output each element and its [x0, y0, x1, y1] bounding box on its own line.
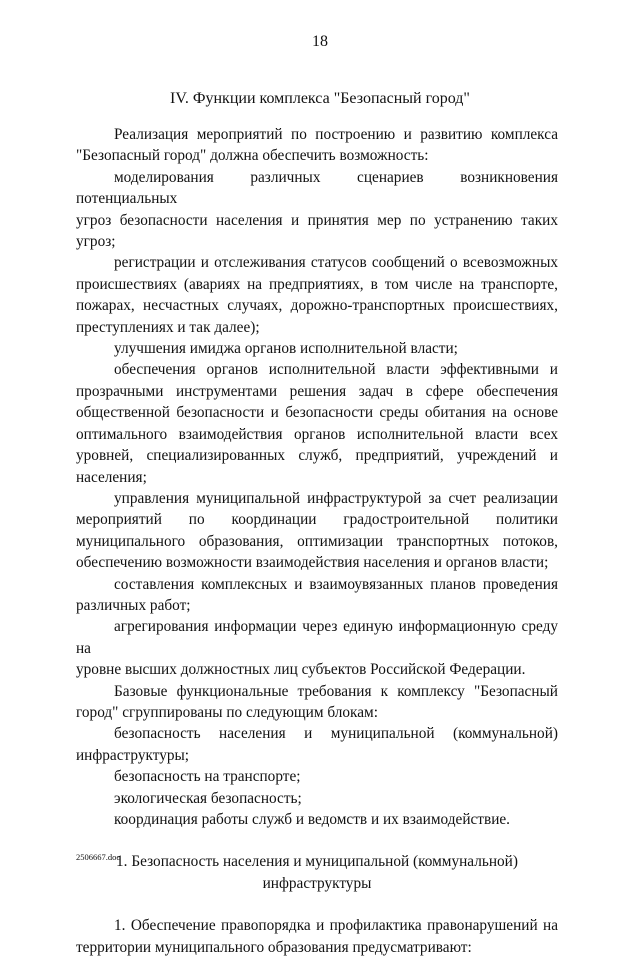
paragraph-line: обеспечения органов исполнительной власти эффективными и — [114, 361, 558, 379]
paragraph-line: составления комплексных и взаимоувязанных планов проведения — [114, 575, 558, 593]
paragraph-line: безопасность населения и муниципальной (коммунальной) — [114, 725, 558, 743]
paragraph-line: территории муниципального образования предусматривают: — [76, 938, 472, 956]
paragraph-line: оптимального взаимодействия органов исполнительной власти всех — [76, 425, 558, 443]
paragraph-line: происшествиях (авариях на предприятиях, в том числе на транспорте, — [76, 275, 558, 293]
paragraph-line: угроз безопасности населения и принятия мер по устранению таких угроз; — [76, 211, 558, 251]
paragraph-line: Базовые функциональные требования к комплексу "Безопасный — [114, 682, 558, 700]
paragraph-line: инфраструктуры; — [76, 746, 190, 764]
paragraph-line: моделирования различных сценариев возникновения потенциальных — [76, 168, 558, 208]
paragraph-line: город" сгруппированы по следующим блокам: — [76, 703, 378, 721]
page-number: 18 — [312, 33, 328, 50]
footer-filename: 2506667.doc — [76, 852, 121, 862]
paragraph-line: прозрачными инструментами решения задач в сфере обеспечения — [76, 382, 558, 400]
paragraph-line: управления муниципальной инфраструктурой за счет реализации — [114, 489, 558, 507]
paragraph-line: Реализация мероприятий по построению и развитию комплекса — [114, 126, 558, 143]
paragraph-line: улучшения имиджа органов исполнительной власти; — [114, 340, 458, 358]
spacer — [76, 830, 558, 851]
paragraph-line: обеспечению возможности взаимодействия населения и органов власти; — [76, 554, 549, 572]
document-body — [76, 124, 558, 958]
paragraph-line: безопасность на транспорте; — [114, 768, 301, 786]
paragraph-line: муниципального образования, оптимизации транспортных потоков, — [76, 532, 558, 550]
paragraph-line: различных работ; — [76, 596, 191, 614]
paragraph-line: уровней, специализированных служб, предприятий, учреждений и — [76, 447, 558, 465]
section-title: IV. Функции комплекса "Безопасный город" — [170, 90, 470, 107]
paragraph-line: пожарах, несчастных случаях, дорожно-транспортных происшествиях, — [76, 297, 558, 315]
paragraph-line: мероприятий по координации градостроительной политики — [76, 511, 558, 529]
paragraph-line: преступлениях и так далее); — [76, 318, 260, 336]
paragraph-line: уровне высших должностных лиц субъектов Российской Федерации. — [76, 661, 526, 679]
subsection-heading: инфраструктуры — [262, 874, 372, 892]
paragraph-line: агрегирования информации через единую информационную среду на — [76, 618, 558, 657]
paragraph-line: "Безопасный город" должна обеспечить возможность: — [76, 147, 429, 165]
paragraph-line: общественной безопасности и безопасности среды обитания на основе — [76, 404, 558, 422]
paragraph-line: регистрации и отслеживания статусов сообщений о всевозможных — [114, 254, 558, 272]
subsection-heading: 1. Безопасность населения и муниципальной (коммунальной) — [116, 853, 518, 871]
paragraph-line: экологическая безопасность; — [114, 789, 302, 807]
paragraph-line: населения; — [76, 468, 147, 486]
paragraph-line: координация работы служб и ведомств и их взаимодействие. — [114, 811, 511, 828]
paragraph-line: 1. Обеспечение правопорядка и профилактика правонарушений на — [114, 917, 558, 935]
